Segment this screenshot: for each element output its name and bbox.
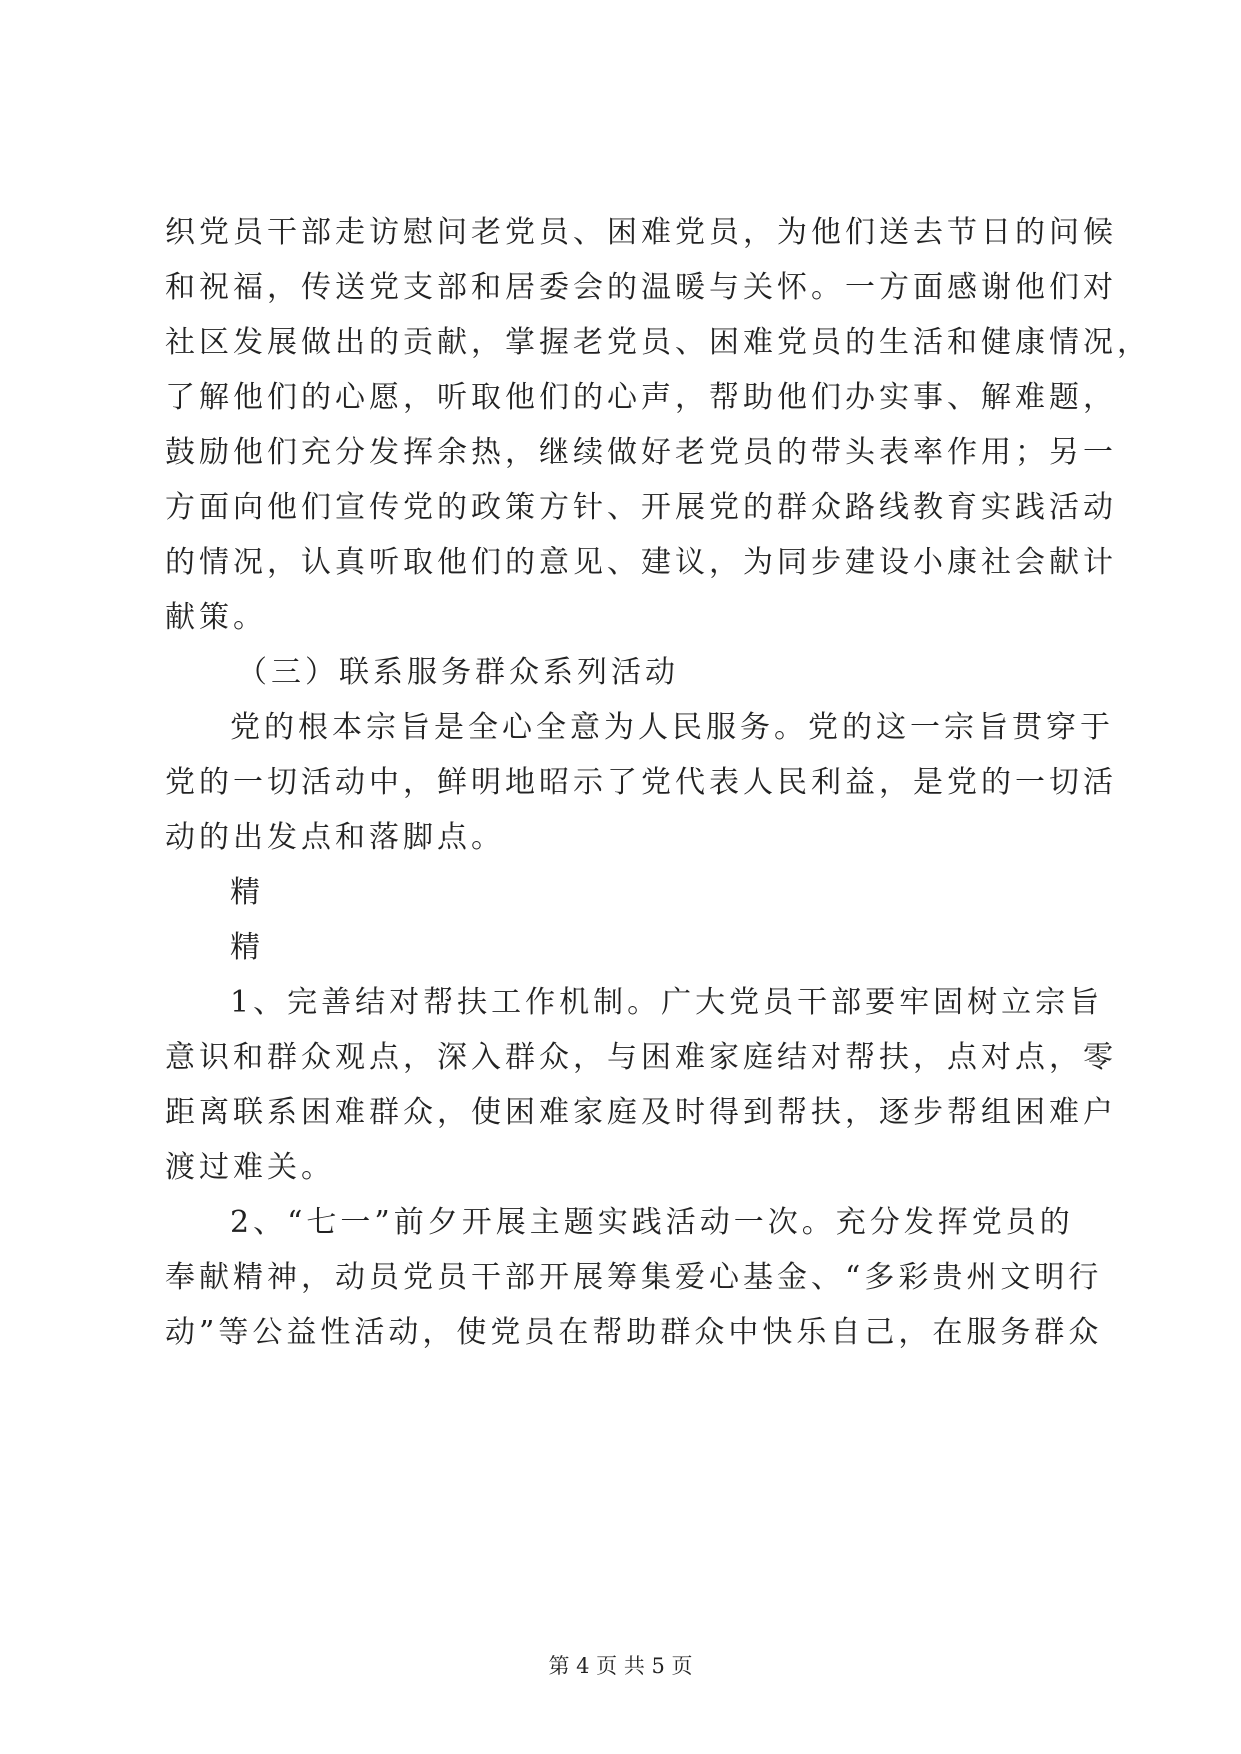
standalone-character-line: 精 [230, 930, 264, 965]
body-text-line: 距离联系困难群众，使困难家庭及时得到帮扶，逐步帮组困难户 [165, 1095, 1117, 1130]
body-text-line: 动的出发点和落脚点。 [165, 820, 505, 855]
body-text-line: 方面向他们宣传党的政策方针、开展党的群众路线教育实践活动 [165, 490, 1117, 525]
paragraph-start-line: 2、“七一”前夕开展主题实践活动一次。充分发挥党员的 [230, 1205, 1074, 1240]
body-text-line: 和祝福，传送党支部和居委会的温暖与关怀。一方面感谢他们对 [165, 270, 1117, 305]
standalone-character-line: 精 [230, 875, 264, 910]
body-text-line: 鼓励他们充分发挥余热，继续做好老党员的带头表率作用；另一 [165, 435, 1117, 470]
body-text-line: 渡过难关。 [165, 1150, 335, 1185]
paragraph-start-line: 党的根本宗旨是全心全意为人民服务。党的这一宗旨贯穿于 [230, 710, 1114, 745]
body-text-line: 的情况，认真听取他们的意见、建议，为同步建设小康社会献计 [165, 545, 1117, 580]
page-footer: 第 4 页 共 5 页 [548, 1654, 693, 1678]
section-heading: （三）联系服务群众系列活动 [237, 655, 679, 690]
body-text-line: 意识和群众观点，深入群众，与困难家庭结对帮扶，点对点，零 [165, 1040, 1117, 1075]
body-text-line: 织党员干部走访慰问老党员、困难党员，为他们送去节日的问候 [165, 215, 1117, 250]
body-text-line: 党的一切活动中，鲜明地昭示了党代表人民利益，是党的一切活 [165, 765, 1117, 800]
body-text-line: 了解他们的心愿，听取他们的心声，帮助他们办实事、解难题， [165, 380, 1117, 415]
body-text-line: 献策。 [165, 600, 267, 635]
body-text-line: 社区发展做出的贡献，掌握老党员、困难党员的生活和健康情况， [165, 325, 1151, 360]
paragraph-start-line: 1、完善结对帮扶工作机制。广大党员干部要牢固树立宗旨 [230, 985, 1104, 1020]
body-text-line: 奉献精神，动员党员干部开展筹集爱心基金、“多彩贵州文明行 [165, 1260, 1103, 1295]
body-text-line: 动”等公益性活动，使党员在帮助群众中快乐自己，在服务群众 [165, 1315, 1103, 1350]
